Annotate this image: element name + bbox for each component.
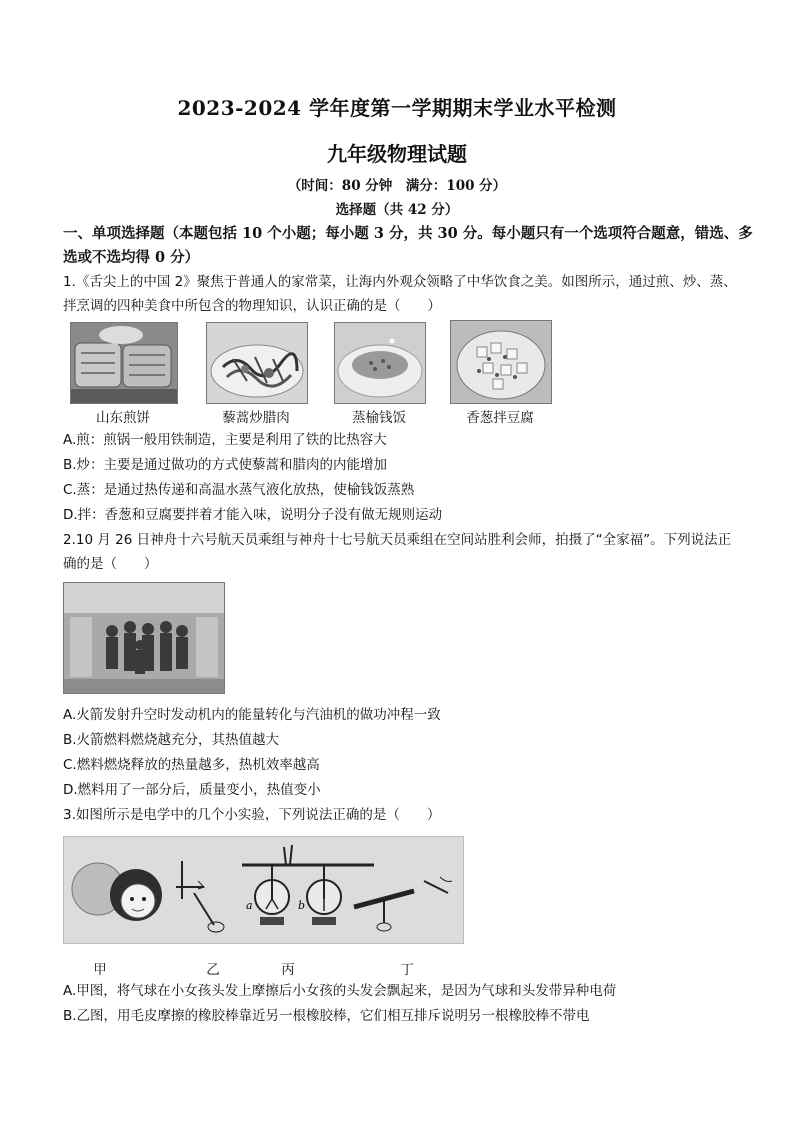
q2-option-b: B.火箭燃料燃烧越充分，其热值越大 [63,732,280,748]
question-2-stem: 2.10 月 26 日神舟十六号航天员乘组与神舟十七号航天员乘组在空间站胜利会师，拍摄了“全家福”。下列说法正确的是（ ） [63,532,732,572]
electricity-experiments-figure [63,836,464,944]
photo-astronauts [63,582,225,694]
exam-title: 2023-2024 学年度第一学期期末学业水平检测 [177,96,617,120]
figure-label-yi: 乙 [206,962,220,978]
laorou-image [207,323,307,403]
photo-doufu [450,320,552,404]
photo-laorou [206,322,308,404]
part-label: 选择题（共 42 分） [335,202,459,218]
photo-shandong-jianbing [70,322,178,404]
exam-subtitle: 九年级物理试题 [327,142,467,166]
doufu-image [451,321,551,403]
yuqian-fan-image [335,323,425,403]
time-info: （时间：80 分钟 满分：100 分） [287,178,507,194]
q1-option-c: C.蒸：是通过热传递和高温水蒸气液化放热，使榆钱饭蒸熟 [63,482,415,498]
q1-option-d: D.拌：香葱和豆腐要拌着才能入味，说明分子没有做无规则运动 [63,507,443,523]
q2-option-d: D.燃料用了一部分后，质量变小，热值变小 [63,782,321,798]
photo-yuqian-fan [334,322,426,404]
q2-option-c: C.燃料燃烧释放的热量越多，热机效率越高 [63,757,320,773]
caption-doufu: 香葱拌豆腐 [466,410,534,426]
q3-option-b: B.乙图，用毛皮摩擦的橡胶棒靠近另一根橡胶棒，它们相互排斥说明另一根橡胶棒不带电 [63,1008,590,1024]
q2-option-a: A.火箭发射升空时发动机内的能量转化与汽油机的做功冲程一致 [63,707,441,723]
caption-jianbing: 山东煎饼 [96,410,150,426]
q1-option-b: B.炒：主要是通过做功的方式使藜蒿和腊肉的内能增加 [63,457,388,473]
q3-option-a: A.甲图，将气球在小女孩头发上摩擦后小女孩的头发会飘起来，是因为气球和头发带异种电荷 [63,983,617,999]
figure-label-bing: 丙 [281,962,295,978]
jianbing-image [71,323,177,403]
figure-label-jia: 甲 [93,962,107,978]
question-3-stem: 3.如图所示是电学中的几个小实验，下列说法正确的是（ ） [63,807,441,823]
q1-option-a: A.煎：煎锅一般用铁制造，主要是利用了铁的比热容大 [63,432,387,448]
experiments-image [64,837,463,943]
caption-laorou: 藜蒿炒腊肉 [222,410,290,426]
astronaut-group-image [64,583,224,693]
figure-label-ding: 丁 [400,962,414,978]
electroscope-b-label: b [298,899,306,912]
electroscope-a-label: a [246,899,253,912]
question-1-stem: 1.《舌尖上的中国 2》聚焦于普通人的家常菜，让海内外观众领略了中华饮食之美。如图所示，通过煎、炒、蒸、拌烹调的四种美食中所包含的物理知识，认识正确的是（ ） [63,274,737,314]
section-heading: 一、单项选择题（本题包括 10 个小题；每小题 3 分，共 30 分。每小题只有一个选项符合题意，错选、多选或不选均得 0 分） [63,225,753,266]
caption-yuqian-fan: 蒸榆钱饭 [352,410,406,426]
